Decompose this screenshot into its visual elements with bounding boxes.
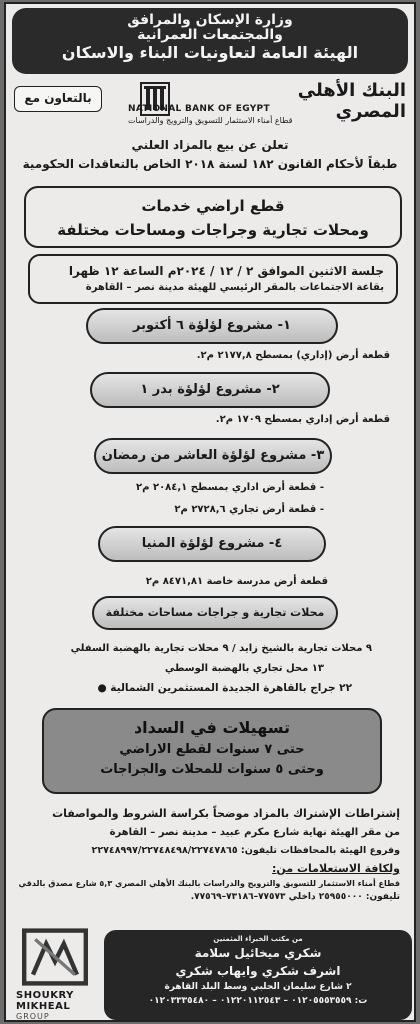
- ministry-name: وزارة الإسكان والمرافق: [127, 12, 293, 28]
- project-pill: ٣- مشروع لؤلؤة العاشر من رمضان: [94, 438, 332, 474]
- facilities-title: تسهيلات في السداد: [133, 718, 291, 737]
- session-box: [28, 254, 398, 304]
- nbe-logo-block: [116, 80, 406, 130]
- shops-pill: محلات تجارية و جراجات مساحات مختلفة: [92, 596, 338, 630]
- office-name: شكري ميخائيل سلامة: [194, 946, 322, 960]
- shoukry-name1: SHOUKRY: [16, 990, 74, 1001]
- inquiries-phone: تليفون: ٢٥٩٥٥٠٠٠ داخلي ٧٧٥٧٣–٧٣١٨٦–٧٧٥٦٩.: [190, 892, 400, 902]
- plot-item: - قطعة أرض اداري بمسطح ٢٠٨٤,١ م٢: [136, 482, 324, 493]
- facilities-land: حتى ٧ سنوات لقطع الاراضي: [119, 742, 305, 757]
- bank-name-arabic: البنك الأهلي المصري: [297, 80, 406, 122]
- plot-item: قطعة أرض إداري بمسطح ١٧٠٩ م٢.: [215, 414, 390, 425]
- office-phones: ت: ٠١٢٠٥٥٥٣٥٥٩ – ٠١٢٢٠١١٢٥٤٣ – ٠١٢٠٣٣٣٥٤٨٠: [148, 996, 368, 1006]
- project-pill: ٢- مشروع لؤلؤة بدر ١: [90, 372, 330, 408]
- offering-title-box: [24, 186, 402, 248]
- project-pill: ١- مشروع لؤلؤة ٦ أكتوبر: [86, 308, 338, 344]
- plot-item: قطعة أرض (إداري) بمسطح ٢١٧٧,٨ م٢.: [196, 350, 390, 361]
- cooperation-label: بالتعاون مع: [14, 86, 102, 112]
- announcement-line1: تعلن عن بيع بالمزاد العلني: [131, 138, 289, 152]
- appraisers-office-box: [104, 930, 412, 1020]
- shops-list-item: ٩ محلات تجارية بالشيخ زايد / ٩ محلات تجارية بالهضبة السفلي: [70, 643, 372, 654]
- shops-list-item: ١٣ محل تجاري بالهضبة الوسطي: [164, 663, 324, 674]
- project-pill: ٤- مشروع لؤلؤة المنيا: [98, 526, 326, 562]
- facilities-shops: وحتى ٥ سنوات للمحلات والجراجات: [100, 762, 324, 777]
- office-tag: من مكتب الخبراء المثمنين: [213, 935, 303, 943]
- office-partners: اشرف شكري وايهاب شكري: [175, 964, 341, 978]
- advertisement-page: [4, 2, 416, 1022]
- ministry-header: [12, 8, 408, 74]
- terms-line3: وفروع الهيئة بالمحافظات تليفون: ٢٢٧٤٨٩٩٧/٢٢٧٤٨٤٩٨/٢٢٧٤٧٨٦٥: [91, 845, 400, 856]
- plot-item: - قطعة أرض تجاري ٢٧٢٨,٦ م٢: [174, 504, 324, 515]
- payment-facilities-box: [42, 708, 382, 794]
- session-date: جلسة الاثنين الموافق ٢ / ١٢ / ٢٠٢٤م الساعة ١٢ ظهرا: [68, 264, 384, 278]
- announcement-line2: طبقاً لأحكام القانون ١٨٢ لسنة ٢٠١٨ الخاص بالتعاقدات الحكومية: [22, 157, 398, 171]
- shoukry-emblem-icon: [22, 928, 88, 986]
- bank-name-english: NATIONAL BANK OF EGYPT: [128, 104, 270, 114]
- offering-title-line2: ومحلات تجارية وجراجات ومساحات مختلفة: [57, 221, 369, 239]
- terms-line1: إشتراطات الإشتراك بالمزاد موضحاً بكراسة الشروط والمواصفات: [52, 807, 400, 820]
- session-location: بقاعة الاجتماعات بالمقر الرئيسي للهيئة مدينة نصر – القاهرة: [85, 282, 384, 293]
- shoukry-name2: MIKHEAL: [16, 1001, 71, 1012]
- authority-name: الهيئة العامة لتعاونيات البناء والاسكان: [61, 43, 359, 62]
- shoukry-name3: GROUP: [16, 1012, 50, 1021]
- offering-title-line1: قطع اراضي خدمات: [141, 197, 285, 215]
- office-address: ٢ شارع سليمان الحلبي وسط البلد القاهرة: [164, 982, 352, 992]
- inquiries-heading: ولكافة الاستعلامات من:: [272, 862, 400, 875]
- ministry-subname: والمجتمعات العمرانية: [137, 27, 283, 43]
- inquiries-address: قطاع أمناء الاستثمار للتسويق والترويج والدراسات بالبنك الأهلي المصري ٥,٣ شارع مصدق بالدقي: [18, 879, 400, 888]
- shoukry-logo: [14, 926, 98, 1020]
- announcement: [12, 136, 408, 174]
- plot-item: قطعة أرض مدرسة خاصة ٨٤٧١,٨١ م٢: [145, 576, 328, 587]
- shops-list-item: ٢٢ جراج بالقاهرة الجديدة المستثمرين الشمالية ●: [97, 682, 352, 694]
- terms-section: [16, 804, 400, 904]
- bank-sector: قطاع أمناء الاستثمار للتسويق والترويج والدراسات: [128, 116, 293, 125]
- terms-line2: من مقر الهيئة نهاية شارع مكرم عبيد – مدينة نصر – القاهرة: [109, 827, 400, 838]
